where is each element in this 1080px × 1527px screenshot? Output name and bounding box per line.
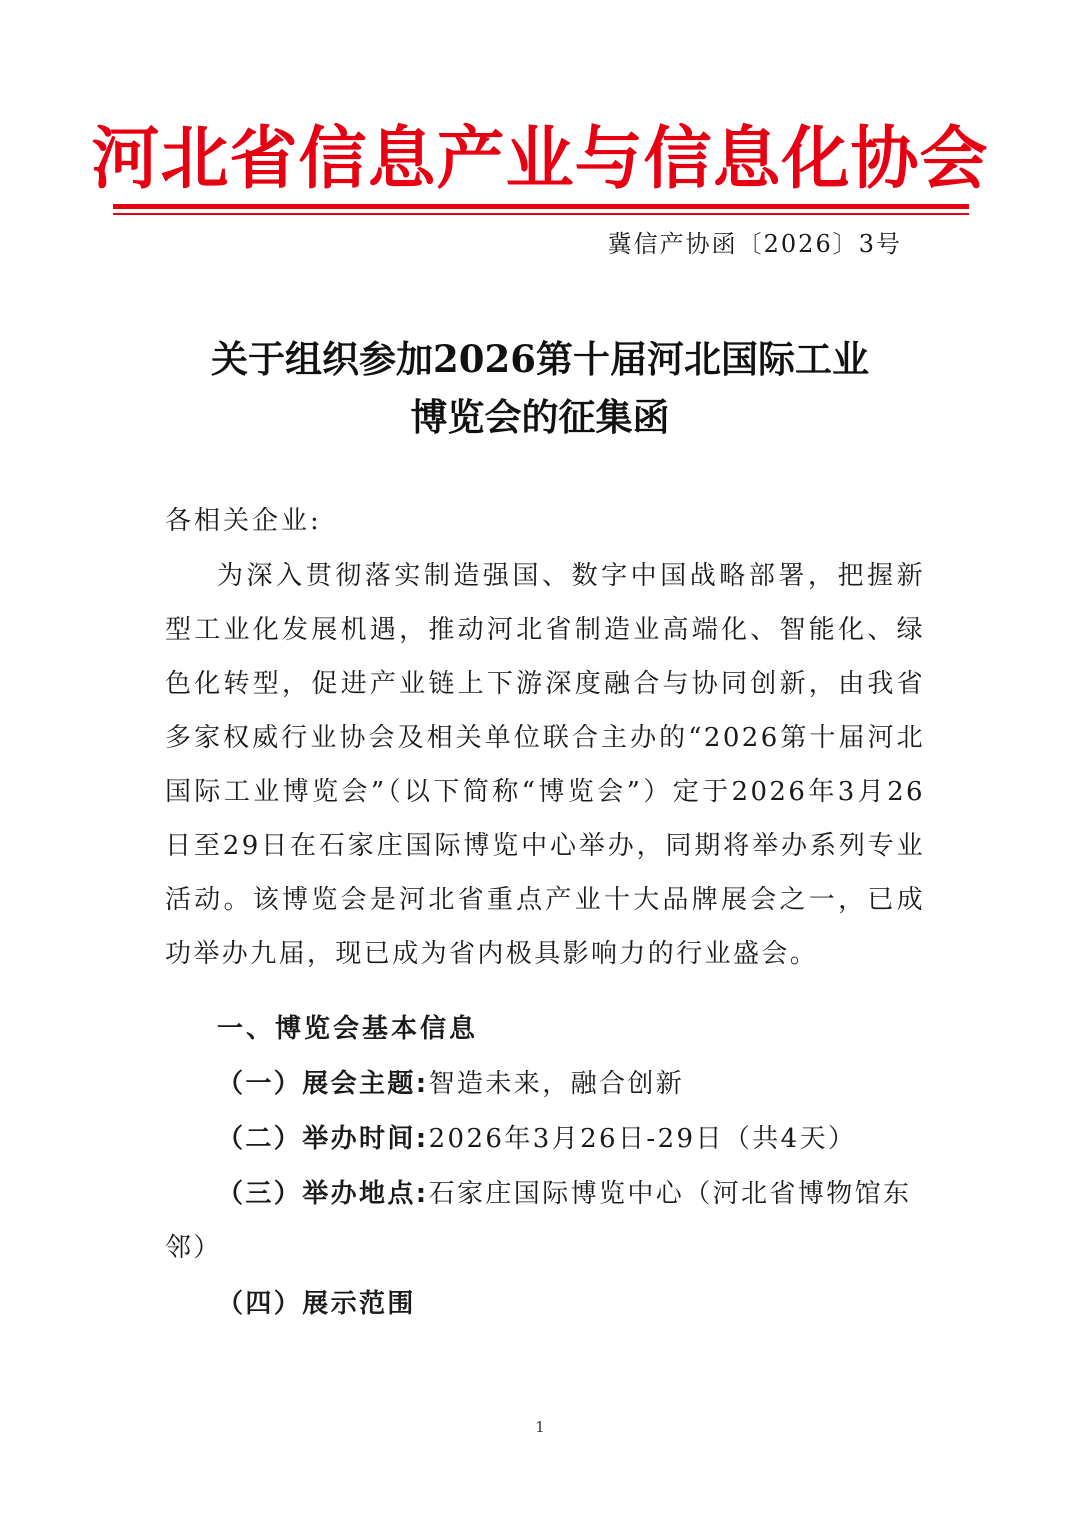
page-number: 1	[535, 1418, 545, 1436]
item-scope	[165, 1277, 925, 1331]
item-time	[165, 1112, 925, 1166]
item-time-value: 2026年3月26日-29日（共4天）	[428, 1124, 857, 1154]
item-location	[165, 1167, 925, 1275]
salutation: 各相关企业:	[165, 506, 322, 536]
item-theme-value: 智造未来，融合创新	[428, 1069, 685, 1099]
item-location-label: （三）举办地点:	[217, 1179, 429, 1209]
section-1-heading: 一、博览会基本信息	[217, 1014, 479, 1044]
letterhead-org-name: 河北省信息产业与信息化协会	[91, 120, 989, 199]
title-line-1: 关于组织参加2026第十届河北国际工业	[211, 337, 869, 381]
intro-paragraph: 为深入贯彻落实制造强国、数字中国战略部署，把握新型工业化发展机遇，推动河北省制造业高端化、智能化、绿色化转型，促进产业链上下游深度融合与协同创新，由我省多家权威行业协会及相关单位联合主办的“2026第十届河北国际工业博览会”（以下简称“博览会”）定于2026年3月26日至29日在石家庄国际博览中心举办，同期将举办系列专业活动。该博览会是河北省重点产业十大品牌展会之一，已成功举办九届，现已成为省内极具影响力的行业盛会。	[165, 561, 925, 969]
item-theme	[165, 1057, 925, 1111]
item-time-label: （二）举办时间:	[217, 1124, 429, 1154]
title-line-2: 博览会的征集函	[410, 395, 670, 439]
letterhead-rule-thin	[113, 213, 969, 215]
item-location-value: 石家庄国际博览中心（河北省博物馆东邻）	[165, 1179, 912, 1263]
item-scope-label: （四）展示范围	[217, 1289, 416, 1319]
document-number: 冀信产协函〔2026〕3号	[607, 230, 902, 258]
document-title	[0, 330, 1080, 446]
letterhead-rule-thick	[113, 204, 969, 209]
item-theme-label: （一）展会主题:	[217, 1069, 429, 1099]
